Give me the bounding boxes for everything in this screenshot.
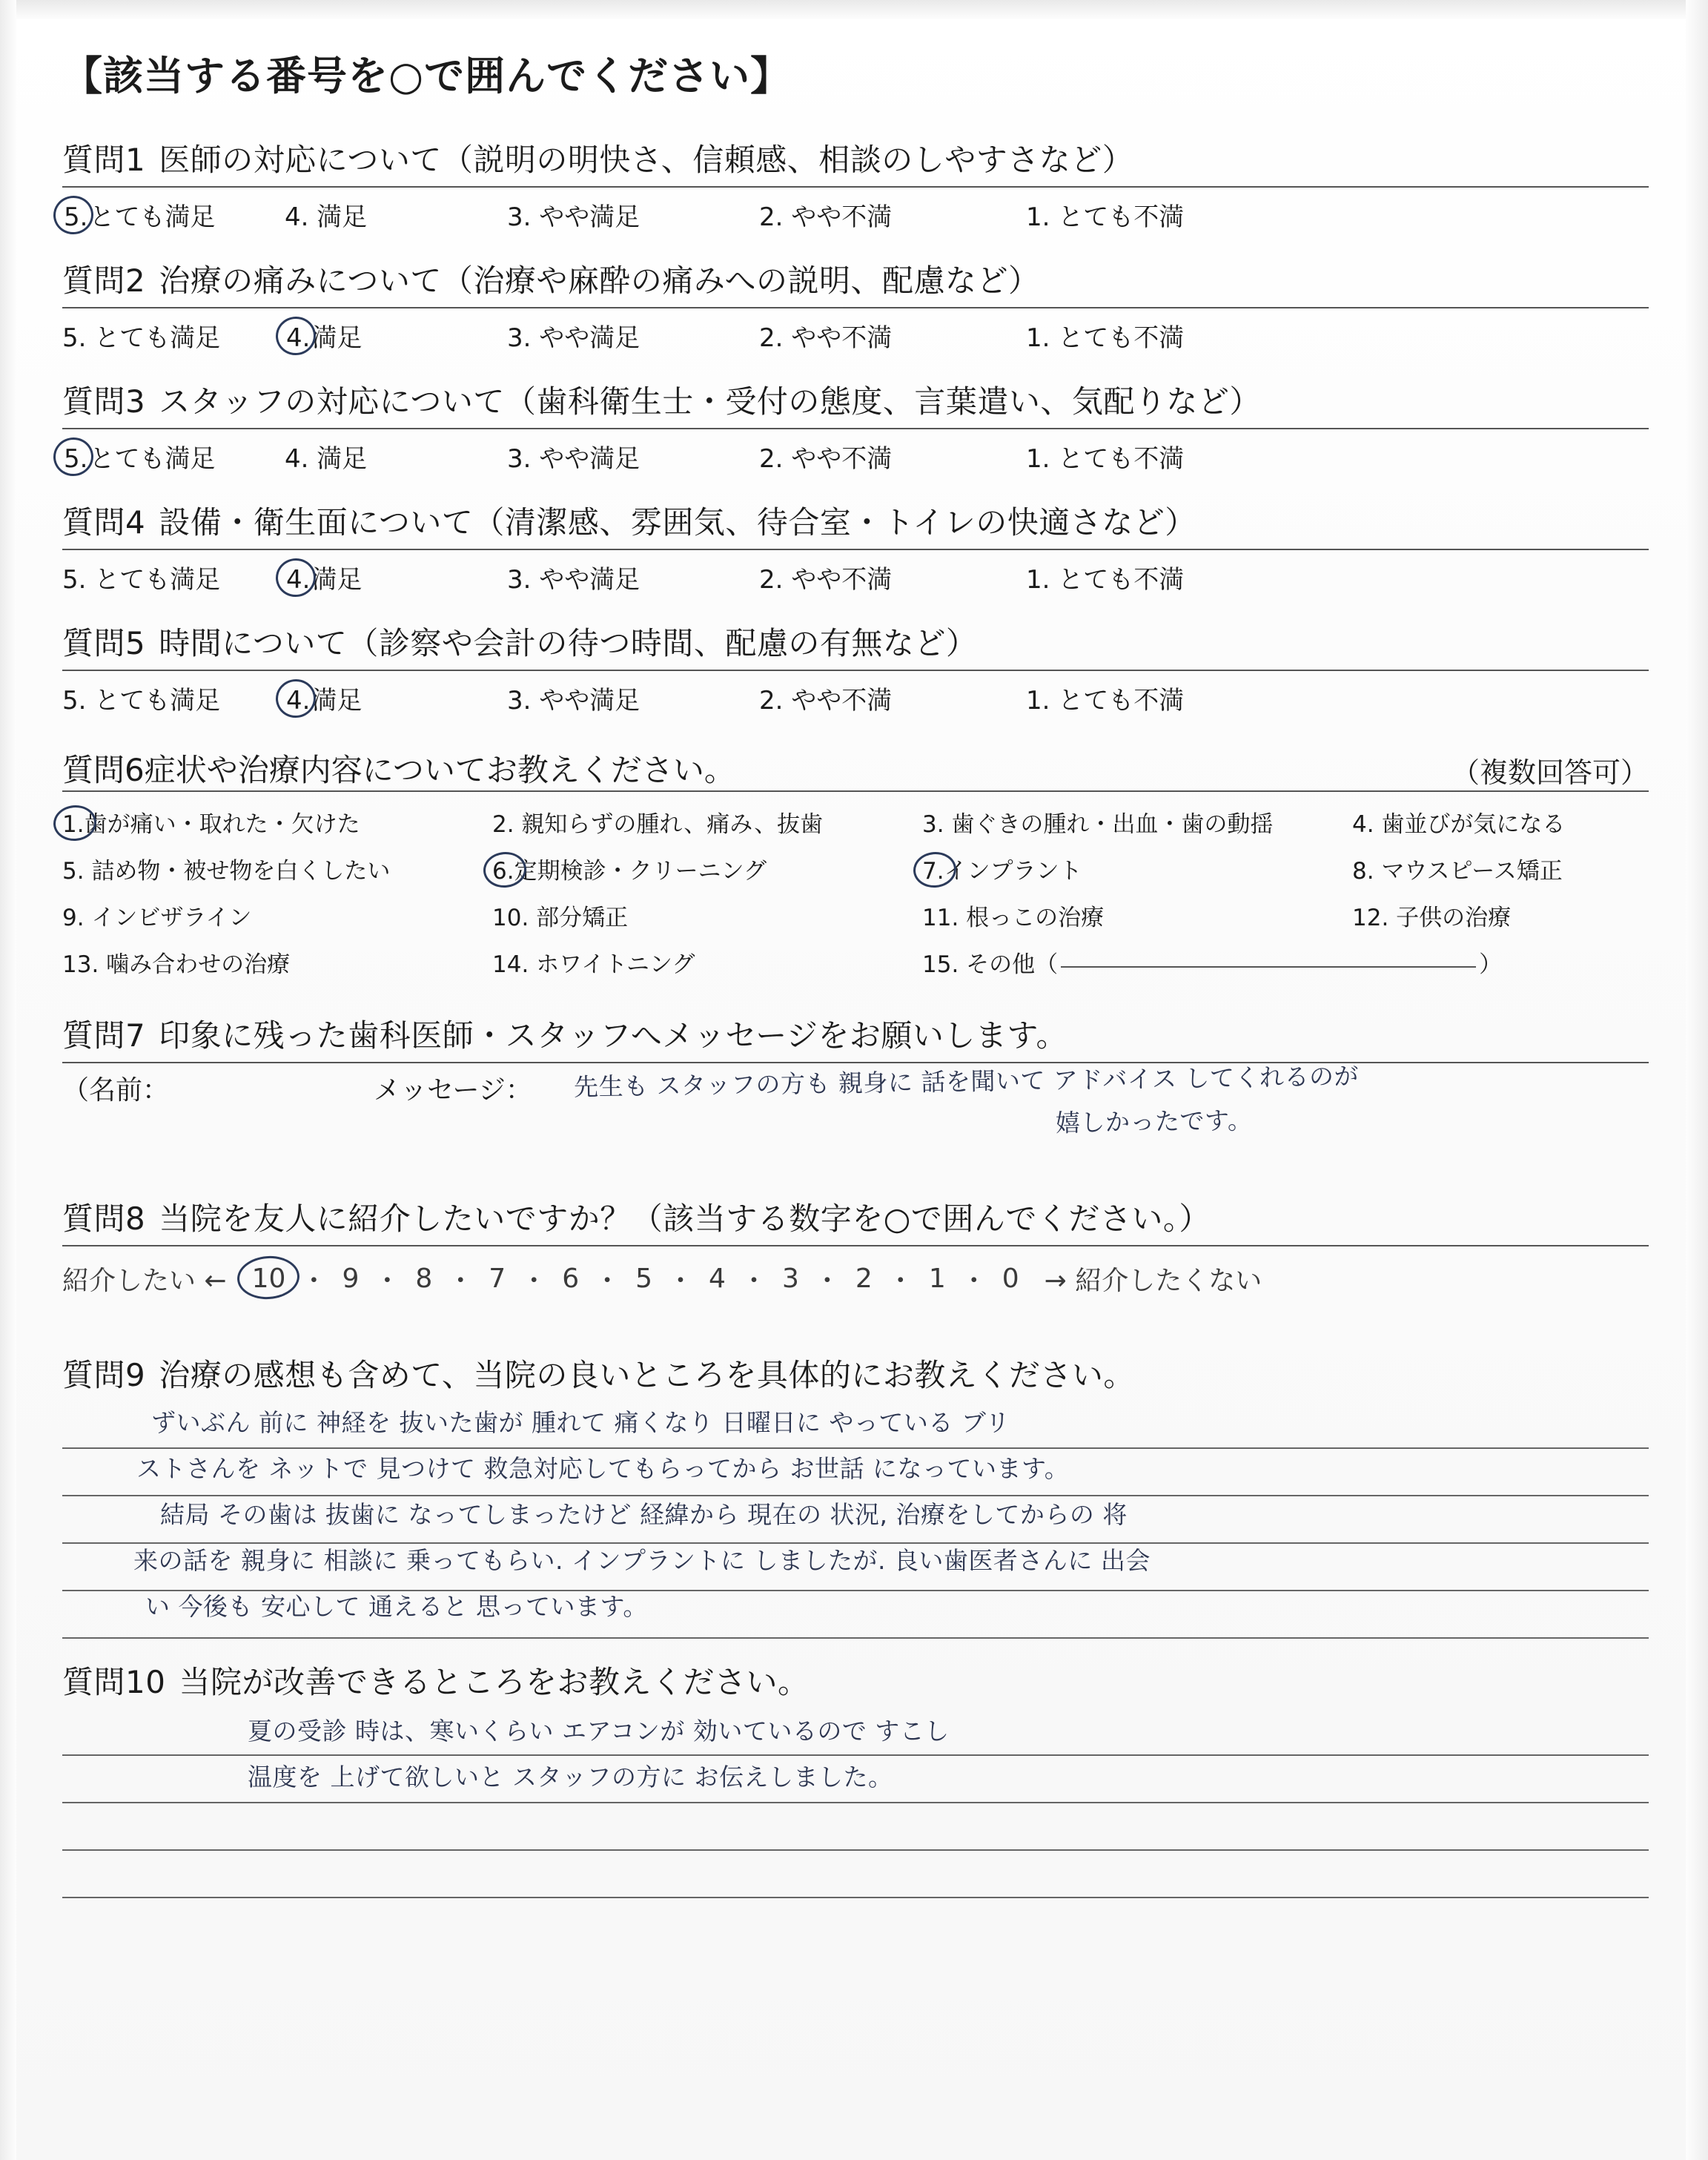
option-label-q3-4: 満足 — [317, 444, 368, 474]
q6-option-15-label: その他（ — [966, 951, 1059, 978]
option-label-q1-4: 満足 — [317, 202, 368, 232]
q6-option-15-number: 15. — [922, 951, 959, 978]
q6-option-15[interactable] — [922, 945, 1649, 979]
option-number-q5-4: 4. — [286, 686, 311, 716]
question-rule-q3 — [62, 428, 1649, 429]
option-q2-3[interactable] — [507, 317, 759, 354]
option-number-q2-5: 5. — [62, 323, 87, 353]
option-label-q2-1: とても不満 — [1058, 323, 1185, 353]
q8-sep-1: ・ — [300, 1266, 328, 1296]
q10-rule-3 — [62, 1803, 1649, 1851]
q8-number-5[interactable]: 5 — [635, 1264, 653, 1294]
question-label-q2: 質問2 — [62, 262, 146, 299]
option-number-q3-2: 2. — [759, 444, 784, 474]
question-text-q3: スタッフの対応について（歯科衛生士・受付の態度、言葉遣い、気配りなど） — [159, 383, 1261, 420]
option-label-q1-5: とても満足 — [89, 202, 216, 232]
q8-sep-3: ・ — [447, 1266, 474, 1296]
q6-option-14-label: ホワイトニング — [536, 951, 695, 978]
question-label-q8: 質問8 — [62, 1200, 146, 1237]
q10-answer-area[interactable] — [62, 1708, 1649, 1898]
option-q3-3[interactable] — [507, 438, 759, 475]
q8-sep-4: ・ — [520, 1266, 548, 1296]
option-number-q4-3: 3. — [507, 565, 532, 595]
option-label-q4-1: とても不満 — [1058, 565, 1185, 595]
option-q3-1[interactable] — [1026, 438, 1278, 475]
question-block-q10 — [62, 1658, 1649, 1898]
q6-option-grid — [62, 798, 1649, 979]
question-text-q9: 治療の感想も含めて、当院の良いところを具体的にお教えください。 — [159, 1357, 1135, 1393]
option-number-q4-5: 5. — [62, 565, 87, 595]
question-heading-q7 — [62, 1011, 1649, 1062]
scale-options-q4 — [62, 556, 1649, 600]
option-number-q1-4: 4. — [285, 202, 309, 232]
question-text-q8: 当院を友人に紹介したいですか？（該当する数字を○で囲んでください。） — [159, 1200, 1211, 1237]
option-label-q4-3: やや満足 — [539, 565, 640, 595]
option-q1-5[interactable] — [62, 196, 285, 233]
option-label-q5-1: とても不満 — [1058, 686, 1185, 716]
option-number-q4-1: 1. — [1026, 565, 1050, 595]
option-q4-2[interactable] — [759, 559, 1026, 595]
q6-option-14[interactable] — [492, 945, 922, 979]
q8-number-6[interactable]: 6 — [562, 1264, 580, 1294]
option-number-q3-3: 3. — [507, 444, 532, 474]
q6-option-11-number: 11. — [922, 905, 959, 931]
question-heading-q8 — [62, 1195, 1649, 1245]
q6-option-6-number: 6. — [492, 858, 514, 885]
question-heading-q5 — [62, 619, 1649, 670]
option-number-q5-1: 1. — [1026, 686, 1050, 716]
option-q2-5[interactable] — [62, 317, 285, 354]
q6-option-12-label: 子供の治療 — [1396, 905, 1512, 931]
q6-option-3-label: 歯ぐきの腫れ・出血・歯の動揺 — [951, 811, 1274, 838]
option-q5-1[interactable] — [1026, 680, 1278, 716]
option-number-q2-1: 1. — [1026, 323, 1050, 353]
q9-answer-line-4: 来の話を 親身に 相談に 乗ってもらい. インプラントに しましたが. 良い歯医者さんに 出会 — [133, 1546, 1151, 1575]
question-rule-q8 — [62, 1245, 1649, 1246]
q6-option-6[interactable] — [492, 852, 922, 885]
question-text-q10: 当院が改善できるところをお教えください。 — [179, 1664, 810, 1700]
option-q1-3[interactable] — [507, 196, 759, 233]
question-label-q5: 質問5 — [62, 625, 146, 661]
q6-option-8-label: マウスピース矯正 — [1381, 858, 1563, 885]
q8-sep-10: ・ — [960, 1266, 987, 1296]
option-label-q4-5: とても満足 — [94, 565, 221, 595]
question-text-q5: 時間について（診察や会計の待つ時間、配慮の有無など） — [159, 625, 978, 661]
scale-options-q5 — [62, 677, 1649, 721]
option-number-q1-1: 1. — [1026, 202, 1050, 232]
option-number-q1-5: 5. — [64, 202, 88, 232]
option-q4-4[interactable] — [285, 559, 507, 595]
option-q4-3[interactable] — [507, 559, 759, 595]
q6-option-3-number: 3. — [922, 811, 944, 838]
option-label-q4-4: 満足 — [311, 565, 363, 595]
q6-option-15-close: ） — [1479, 951, 1503, 978]
q8-number-0[interactable]: 0 — [1002, 1264, 1019, 1294]
question-block-q6 — [62, 746, 1649, 979]
question-block-q3 — [62, 377, 1649, 479]
q6-option-7-label: インプラント — [944, 858, 1082, 885]
q8-number-3[interactable]: 3 — [781, 1264, 799, 1294]
q8-number-10[interactable]: 10 — [245, 1264, 294, 1294]
question-text-q2: 治療の痛みについて（治療や麻酔の痛みへの説明、配慮など） — [159, 262, 1040, 299]
question-heading-q9 — [62, 1351, 1649, 1401]
q6-option-14-number: 14. — [492, 951, 529, 978]
q6-option-9-label: インビザライン — [91, 905, 252, 931]
option-number-q4-4: 4. — [286, 565, 311, 595]
q6-option-3[interactable] — [922, 805, 1352, 839]
q6-option-13-number: 13. — [62, 951, 99, 978]
option-label-q3-2: やや不満 — [791, 444, 893, 474]
q8-number-4[interactable]: 4 — [709, 1264, 726, 1294]
question-label-q3: 質問3 — [62, 383, 146, 420]
option-q1-2[interactable] — [759, 196, 1026, 233]
q6-option-1-number: 1. — [62, 811, 85, 838]
question-heading-q4 — [62, 498, 1649, 549]
option-q4-5[interactable] — [62, 559, 285, 595]
option-label-q2-5: とても満足 — [94, 323, 221, 353]
question-label-q4: 質問4 — [62, 504, 146, 541]
q7-message-label: メッセージ： — [374, 1075, 532, 1106]
option-label-q1-3: やや満足 — [539, 202, 640, 232]
q7-message-line-1 — [573, 1061, 1649, 1102]
option-q3-4[interactable] — [285, 438, 507, 475]
option-q5-5[interactable] — [62, 680, 285, 716]
scan-edge-right — [1686, 0, 1708, 2160]
q6-option-2[interactable] — [492, 805, 922, 839]
question-block-q2 — [62, 257, 1649, 358]
option-q2-1[interactable] — [1026, 317, 1278, 354]
option-label-q5-3: やや満足 — [539, 686, 640, 716]
q6-option-13[interactable] — [62, 945, 492, 979]
q7-message-line-2 — [1056, 1106, 1708, 1137]
option-q4-1[interactable] — [1026, 559, 1278, 595]
question-block-q4 — [62, 498, 1649, 600]
option-number-q2-2: 2. — [759, 323, 784, 353]
q6-option-7-number: 7. — [922, 858, 944, 885]
q9-answer-line-2: ストさんを ネットで 見つけて 救急対応してもらってから お世話 になっています。 — [136, 1454, 1070, 1483]
question-heading-q6-text — [62, 746, 735, 790]
q6-option-2-number: 2. — [492, 811, 514, 838]
option-label-q3-5: とても満足 — [89, 444, 216, 474]
question-rule-q7 — [62, 1062, 1649, 1063]
q8-sep-8: ・ — [813, 1266, 841, 1296]
question-rule-q6 — [62, 790, 1649, 792]
question-text-q6: 症状や治療内容についてお教えください。 — [144, 752, 735, 788]
option-q3-5[interactable] — [62, 438, 285, 475]
question-text-q1: 医師の対応について（説明の明快さ、信頼感、相談のしやすさなど） — [159, 142, 1134, 178]
q8-sep-6: ・ — [667, 1266, 695, 1296]
q8-number-8[interactable]: 8 — [415, 1264, 433, 1294]
option-label-q5-4: 満足 — [311, 686, 363, 716]
question-block-q5 — [62, 619, 1649, 721]
q6-option-1-label: 歯が痛い・取れた・欠けた — [84, 811, 360, 838]
question-heading-q1 — [62, 136, 1649, 186]
question-rule-q4 — [62, 549, 1649, 550]
option-q1-1[interactable] — [1026, 196, 1278, 233]
question-heading-q3 — [62, 377, 1649, 428]
q7-name-label: （名前： — [62, 1075, 170, 1106]
q6-option-8[interactable] — [1352, 852, 1649, 885]
question-block-q1 — [62, 136, 1649, 237]
q8-right-label: → 紹介したくない — [1044, 1266, 1262, 1296]
q6-option-1[interactable] — [62, 805, 492, 839]
q8-sep-7: ・ — [740, 1266, 767, 1296]
scale-options-q2 — [62, 314, 1649, 358]
option-number-q3-1: 1. — [1026, 444, 1050, 474]
option-number-q1-2: 2. — [759, 202, 784, 232]
option-number-q5-3: 3. — [507, 686, 532, 716]
scan-edge-top — [0, 0, 1708, 19]
q8-sep-9: ・ — [887, 1266, 914, 1296]
q6-option-4[interactable] — [1352, 805, 1649, 839]
question-label-q1: 質問1 — [62, 142, 146, 178]
question-text-q7: 印象に残った歯科医師・スタッフへメッセージをお願いします。 — [159, 1017, 1068, 1054]
q6-option-11-label: 根っこの治療 — [966, 905, 1105, 931]
survey-content — [62, 44, 1649, 1918]
q7-message-text-1: 先生も スタッフの方も 親身に 話を聞いて アドバイス してくれるのが — [573, 1061, 1360, 1102]
option-number-q3-4: 4. — [285, 444, 309, 474]
option-label-q1-2: やや不満 — [791, 202, 893, 232]
option-label-q5-5: とても満足 — [94, 686, 221, 716]
option-label-q5-2: やや不満 — [791, 686, 893, 716]
q8-left-label: 紹介したい ← — [62, 1266, 227, 1296]
question-heading-q6 — [62, 746, 1649, 790]
question-heading-q10 — [62, 1658, 1649, 1708]
option-number-q5-5: 5. — [62, 686, 87, 716]
q10-answer-line-2: 温度を 上げて欲しいと スタッフの方に お伝えしました。 — [248, 1763, 893, 1791]
scale-options-q3 — [62, 435, 1649, 479]
question-rule-q2 — [62, 307, 1649, 308]
q8-number-1[interactable]: 1 — [928, 1264, 946, 1294]
question-rule-q5 — [62, 670, 1649, 671]
scale-options-q1 — [62, 194, 1649, 237]
option-number-q4-2: 2. — [759, 565, 784, 595]
option-label-q2-2: やや不満 — [791, 323, 893, 353]
q6-option-10[interactable] — [492, 899, 922, 932]
scan-edge-left — [0, 0, 16, 2160]
option-number-q3-5: 5. — [64, 444, 88, 474]
question-block-q9 — [62, 1351, 1649, 1639]
q9-answer-line-5: い 今後も 安心して 通えると 思っています。 — [145, 1592, 648, 1621]
q7-message-text-2: 嬉しかったです。 — [1055, 1106, 1253, 1137]
question-label-q7: 質問7 — [62, 1017, 146, 1054]
page-title: 【該当する番号を○で囲んでください】 — [62, 53, 792, 99]
q6-option-12-number: 12. — [1352, 905, 1389, 931]
q6-option-9[interactable] — [62, 899, 492, 932]
question-text-q4: 設備・衛生面について（清潔感、雰囲気、待合室・トイレの快適さなど） — [159, 504, 1196, 541]
q6-option-2-label: 親知らずの腫れ、痛み、抜歯 — [521, 811, 824, 838]
q6-option-5-number: 5. — [62, 858, 85, 885]
question-heading-q2 — [62, 257, 1649, 307]
q6-option-12[interactable] — [1352, 899, 1649, 932]
q9-answer-line-1: ずいぶん 前に 神経を 抜いた歯が 腫れて 痛くなり 日曜日に やっている ブリ — [151, 1408, 1010, 1437]
question-note-q6: （複数回答可） — [1451, 756, 1649, 789]
option-q2-4[interactable] — [285, 317, 507, 354]
question-block-q7 — [62, 1011, 1649, 1137]
option-q3-2[interactable] — [759, 438, 1026, 475]
question-label-q6: 質問6 — [62, 752, 145, 788]
q10-answer-line-1: 夏の受診 時は、寒いくらい エアコンが 効いているので すこし — [248, 1717, 950, 1745]
option-q5-4[interactable] — [285, 680, 507, 716]
q6-option-11[interactable] — [922, 899, 1352, 932]
q6-option-8-number: 8. — [1352, 858, 1374, 885]
q6-option-5[interactable] — [62, 852, 492, 885]
q6-option-9-number: 9. — [62, 905, 85, 931]
option-number-q2-3: 3. — [507, 323, 532, 353]
q6-option-5-label: 詰め物・被せ物を白くしたい — [91, 858, 391, 885]
q8-number-7[interactable]: 7 — [489, 1264, 506, 1294]
option-q5-3[interactable] — [507, 680, 759, 716]
q6-option-4-label: 歯並びが気になる — [1381, 811, 1566, 838]
option-label-q2-3: やや満足 — [539, 323, 640, 353]
q8-number-9[interactable]: 9 — [342, 1264, 360, 1294]
option-label-q2-4: 満足 — [311, 323, 363, 353]
question-block-q8 — [62, 1195, 1649, 1298]
option-label-q3-3: やや満足 — [539, 444, 640, 474]
q8-sep-2: ・ — [374, 1266, 401, 1296]
q10-rule-4 — [62, 1851, 1649, 1898]
q6-option-10-number: 10. — [492, 905, 529, 931]
q6-other-input[interactable] — [1061, 966, 1476, 968]
question-label-q10: 質問10 — [62, 1664, 166, 1700]
question-label-q9: 質問9 — [62, 1357, 146, 1393]
option-label-q1-1: とても不満 — [1058, 202, 1185, 232]
option-number-q2-4: 4. — [286, 323, 311, 353]
q6-option-4-number: 4. — [1352, 811, 1374, 838]
option-q1-4[interactable] — [285, 196, 507, 233]
option-q5-2[interactable] — [759, 680, 1026, 716]
option-q2-2[interactable] — [759, 317, 1026, 354]
q6-option-10-label: 部分矯正 — [536, 905, 629, 931]
q6-option-13-label: 噛み合わせの治療 — [106, 951, 291, 978]
q9-answer-line-3: 結局 その歯は 抜歯に なってしまったけど 経緯から 現在の 状況, 治療をしてからの 将 — [160, 1500, 1128, 1529]
option-label-q3-1: とても不満 — [1058, 444, 1185, 474]
q6-option-7[interactable] — [922, 852, 1352, 885]
q9-answer-area[interactable] — [62, 1401, 1649, 1639]
option-label-q4-2: やや不満 — [791, 565, 893, 595]
q8-number-2[interactable]: 2 — [855, 1264, 873, 1294]
q8-scale-row — [62, 1252, 1649, 1298]
q8-sep-5: ・ — [594, 1266, 621, 1296]
option-number-q5-2: 2. — [759, 686, 784, 716]
q8-number-scale — [245, 1260, 1027, 1298]
q6-option-6-label: 定期検診・クリーニング — [514, 858, 767, 885]
option-number-q1-3: 3. — [507, 202, 532, 232]
question-rule-q1 — [62, 186, 1649, 188]
